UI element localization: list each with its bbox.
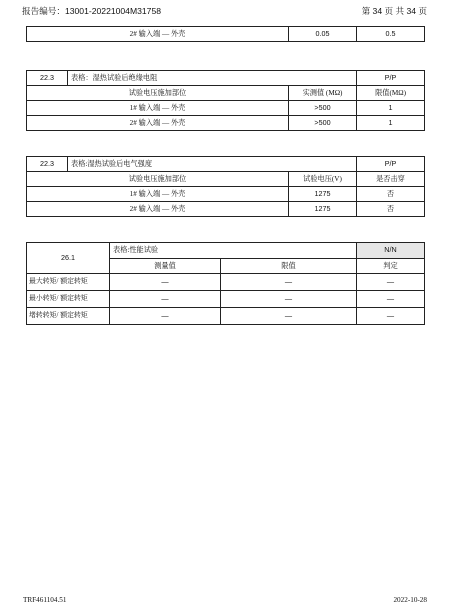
breakdown-cell: 否 xyxy=(357,202,425,217)
electric-strength-table xyxy=(26,156,425,217)
measured-cell: >500 xyxy=(289,101,357,116)
limit-cell: 1 xyxy=(357,116,425,131)
voltage-cell: 1275 xyxy=(289,187,357,202)
verdict-cell: — xyxy=(357,274,425,291)
verdict-cell: P/P xyxy=(357,157,425,172)
row-label: 堵转转矩/ 额定转矩 xyxy=(27,308,110,325)
limit-cell: — xyxy=(221,308,357,325)
measured-cell: — xyxy=(110,291,221,308)
location-cell: 1# 输入端 — 外壳 xyxy=(27,187,289,202)
limit-cell: 1 xyxy=(357,101,425,116)
table-row xyxy=(27,101,425,116)
table-row xyxy=(27,187,425,202)
verdict-cell: — xyxy=(357,291,425,308)
verdict-cell: P/P xyxy=(357,71,425,86)
location-cell: 1# 输入端 — 外壳 xyxy=(27,101,289,116)
table-title: 表格:性能试验 xyxy=(110,243,357,259)
column-header: 试验电压施加部位 xyxy=(27,172,289,187)
performance-test-table xyxy=(26,242,425,325)
column-header: 限值(MΩ) xyxy=(357,86,425,101)
measured-cell: — xyxy=(110,308,221,325)
clause-number: 26.1 xyxy=(27,243,110,274)
form-code: TRF461104.51 xyxy=(23,596,67,604)
column-header: 判定 xyxy=(357,258,425,274)
row-label: 最小转矩/ 额定转矩 xyxy=(27,291,110,308)
measured-cell: >500 xyxy=(289,116,357,131)
table-row xyxy=(27,308,425,325)
table-title: 表格:湿热试验后电气强度 xyxy=(68,157,357,172)
table-row xyxy=(27,27,425,42)
column-header: 限值 xyxy=(221,258,357,274)
measured-cell: — xyxy=(110,274,221,291)
table-header-row xyxy=(27,86,425,101)
table-title-row xyxy=(27,71,425,86)
limit-cell: — xyxy=(221,291,357,308)
table-row xyxy=(27,274,425,291)
breakdown-cell: 否 xyxy=(357,187,425,202)
clause-number: 22.3 xyxy=(27,157,68,172)
location-cell: 2# 输入端 — 外壳 xyxy=(27,27,289,42)
location-cell: 2# 输入端 — 外壳 xyxy=(27,202,289,217)
table-row xyxy=(27,116,425,131)
column-header: 是否击穿 xyxy=(357,172,425,187)
report-date: 2022-10-28 xyxy=(393,596,427,604)
table-title: 表格：湿热试验后绝缘电阻 xyxy=(68,71,357,86)
verdict-cell: N/N xyxy=(357,243,425,259)
location-cell: 2# 输入端 — 外壳 xyxy=(27,116,289,131)
table-header-row xyxy=(27,172,425,187)
insulation-resistance-table xyxy=(26,70,425,131)
column-header: 试验电压施加部位 xyxy=(27,86,289,101)
table-row xyxy=(27,291,425,308)
column-header: 试验电压(V) xyxy=(289,172,357,187)
report-number: 报告编号：13001-20221004M31758 xyxy=(22,6,162,16)
page-indicator: 第 34 页 共 34 页 xyxy=(361,6,427,16)
voltage-cell: 1275 xyxy=(289,202,357,217)
clause-number: 22.3 xyxy=(27,71,68,86)
column-header: 测量值 xyxy=(110,258,221,274)
verdict-cell: — xyxy=(357,308,425,325)
measured-cell: 0.05 xyxy=(289,27,357,42)
row-label: 最大转矩/ 额定转矩 xyxy=(27,274,110,291)
limit-cell: — xyxy=(221,274,357,291)
table-title-row xyxy=(27,157,425,172)
limit-cell: 0.5 xyxy=(357,27,425,42)
continuation-table xyxy=(26,26,425,42)
table-title-row xyxy=(27,243,425,259)
column-header: 实测值 (MΩ) xyxy=(289,86,357,101)
table-row xyxy=(27,202,425,217)
